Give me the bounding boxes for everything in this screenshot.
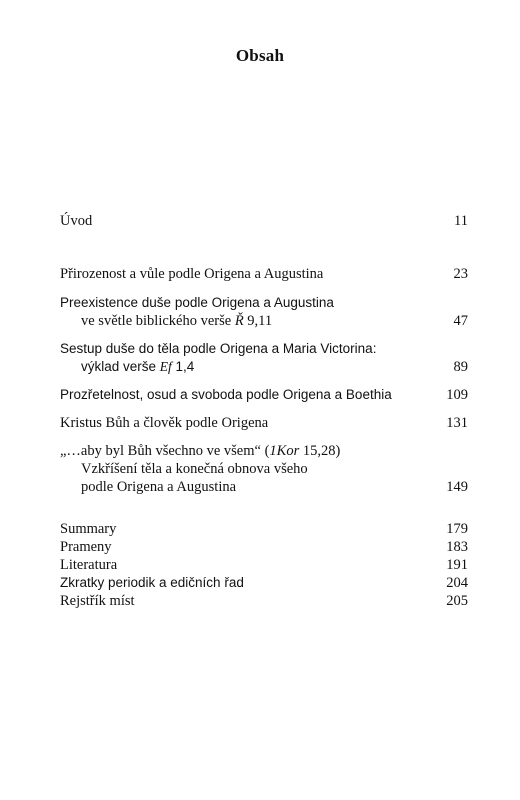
toc-entry-prozretelnost (60, 386, 468, 404)
toc-entry-title: Přirozenost a vůle podle Origena a Augustina (60, 266, 324, 282)
toc-entry-title: Prameny (60, 539, 112, 555)
toc-page-number: 179 (446, 521, 468, 537)
toc-entry-summary (60, 520, 468, 538)
toc-entry-title: Prozřetelnost, osud a svoboda podle Origena a Boethia (60, 387, 392, 402)
toc-entry-kristus (60, 414, 468, 432)
page-title: Obsah (235, 46, 285, 65)
toc-entry-subtitle: Vzkříšení těla a konečná obnova všeho (81, 461, 308, 477)
toc-entry-title: Zkratky periodik a edičních řad (60, 575, 244, 590)
toc-page-number: 109 (446, 387, 468, 403)
toc-entry-preexistence (60, 294, 468, 330)
toc-page-number: 191 (446, 557, 468, 573)
toc-page-number: 47 (453, 313, 468, 329)
toc-entry-title: Literatura (60, 557, 118, 573)
toc-entry-rejstrik (60, 592, 468, 610)
toc-page-number: 183 (446, 539, 468, 555)
toc-entry-subtitle: výklad verše Ef 1,4 (81, 359, 195, 374)
toc-entry-title: Summary (60, 521, 117, 537)
toc-entry-subtitle: ve světle biblického verše Ř 9,11 (81, 313, 273, 329)
toc-entry-title: Rejstřík míst (60, 593, 135, 609)
toc-entry-uvod (60, 212, 468, 230)
toc-entry-title: Sestup duše do těla podle Origena a Maria Victorina: (60, 341, 377, 356)
toc-page-number: 205 (446, 593, 468, 609)
toc-page-number: 89 (453, 359, 468, 375)
toc-entry-title: Kristus Bůh a člověk podle Origena (60, 415, 269, 431)
toc-entry-prameny (60, 538, 468, 556)
toc-entry-title: Preexistence duše podle Origena a Augustina (60, 295, 334, 310)
toc-page-number: 149 (446, 479, 468, 495)
toc-entry-literatura (60, 556, 468, 574)
toc-entry-prirozenost (60, 265, 468, 283)
toc-entry-title: Úvod (60, 213, 93, 229)
toc-page-number: 204 (446, 575, 468, 591)
toc-entry-aby-byl-buh (60, 442, 468, 496)
toc-entry-title: „…aby byl Bůh všechno ve všem“ (1Kor 15,28) (60, 443, 341, 459)
toc-page-number: 11 (454, 213, 468, 229)
toc-page-number: 131 (446, 415, 468, 431)
toc-page-number: 23 (453, 266, 468, 282)
toc-entry-sestup-duse (60, 340, 468, 376)
toc-entry-zkratky (60, 574, 468, 592)
toc-entry-subtitle: podle Origena a Augustina (81, 479, 237, 495)
